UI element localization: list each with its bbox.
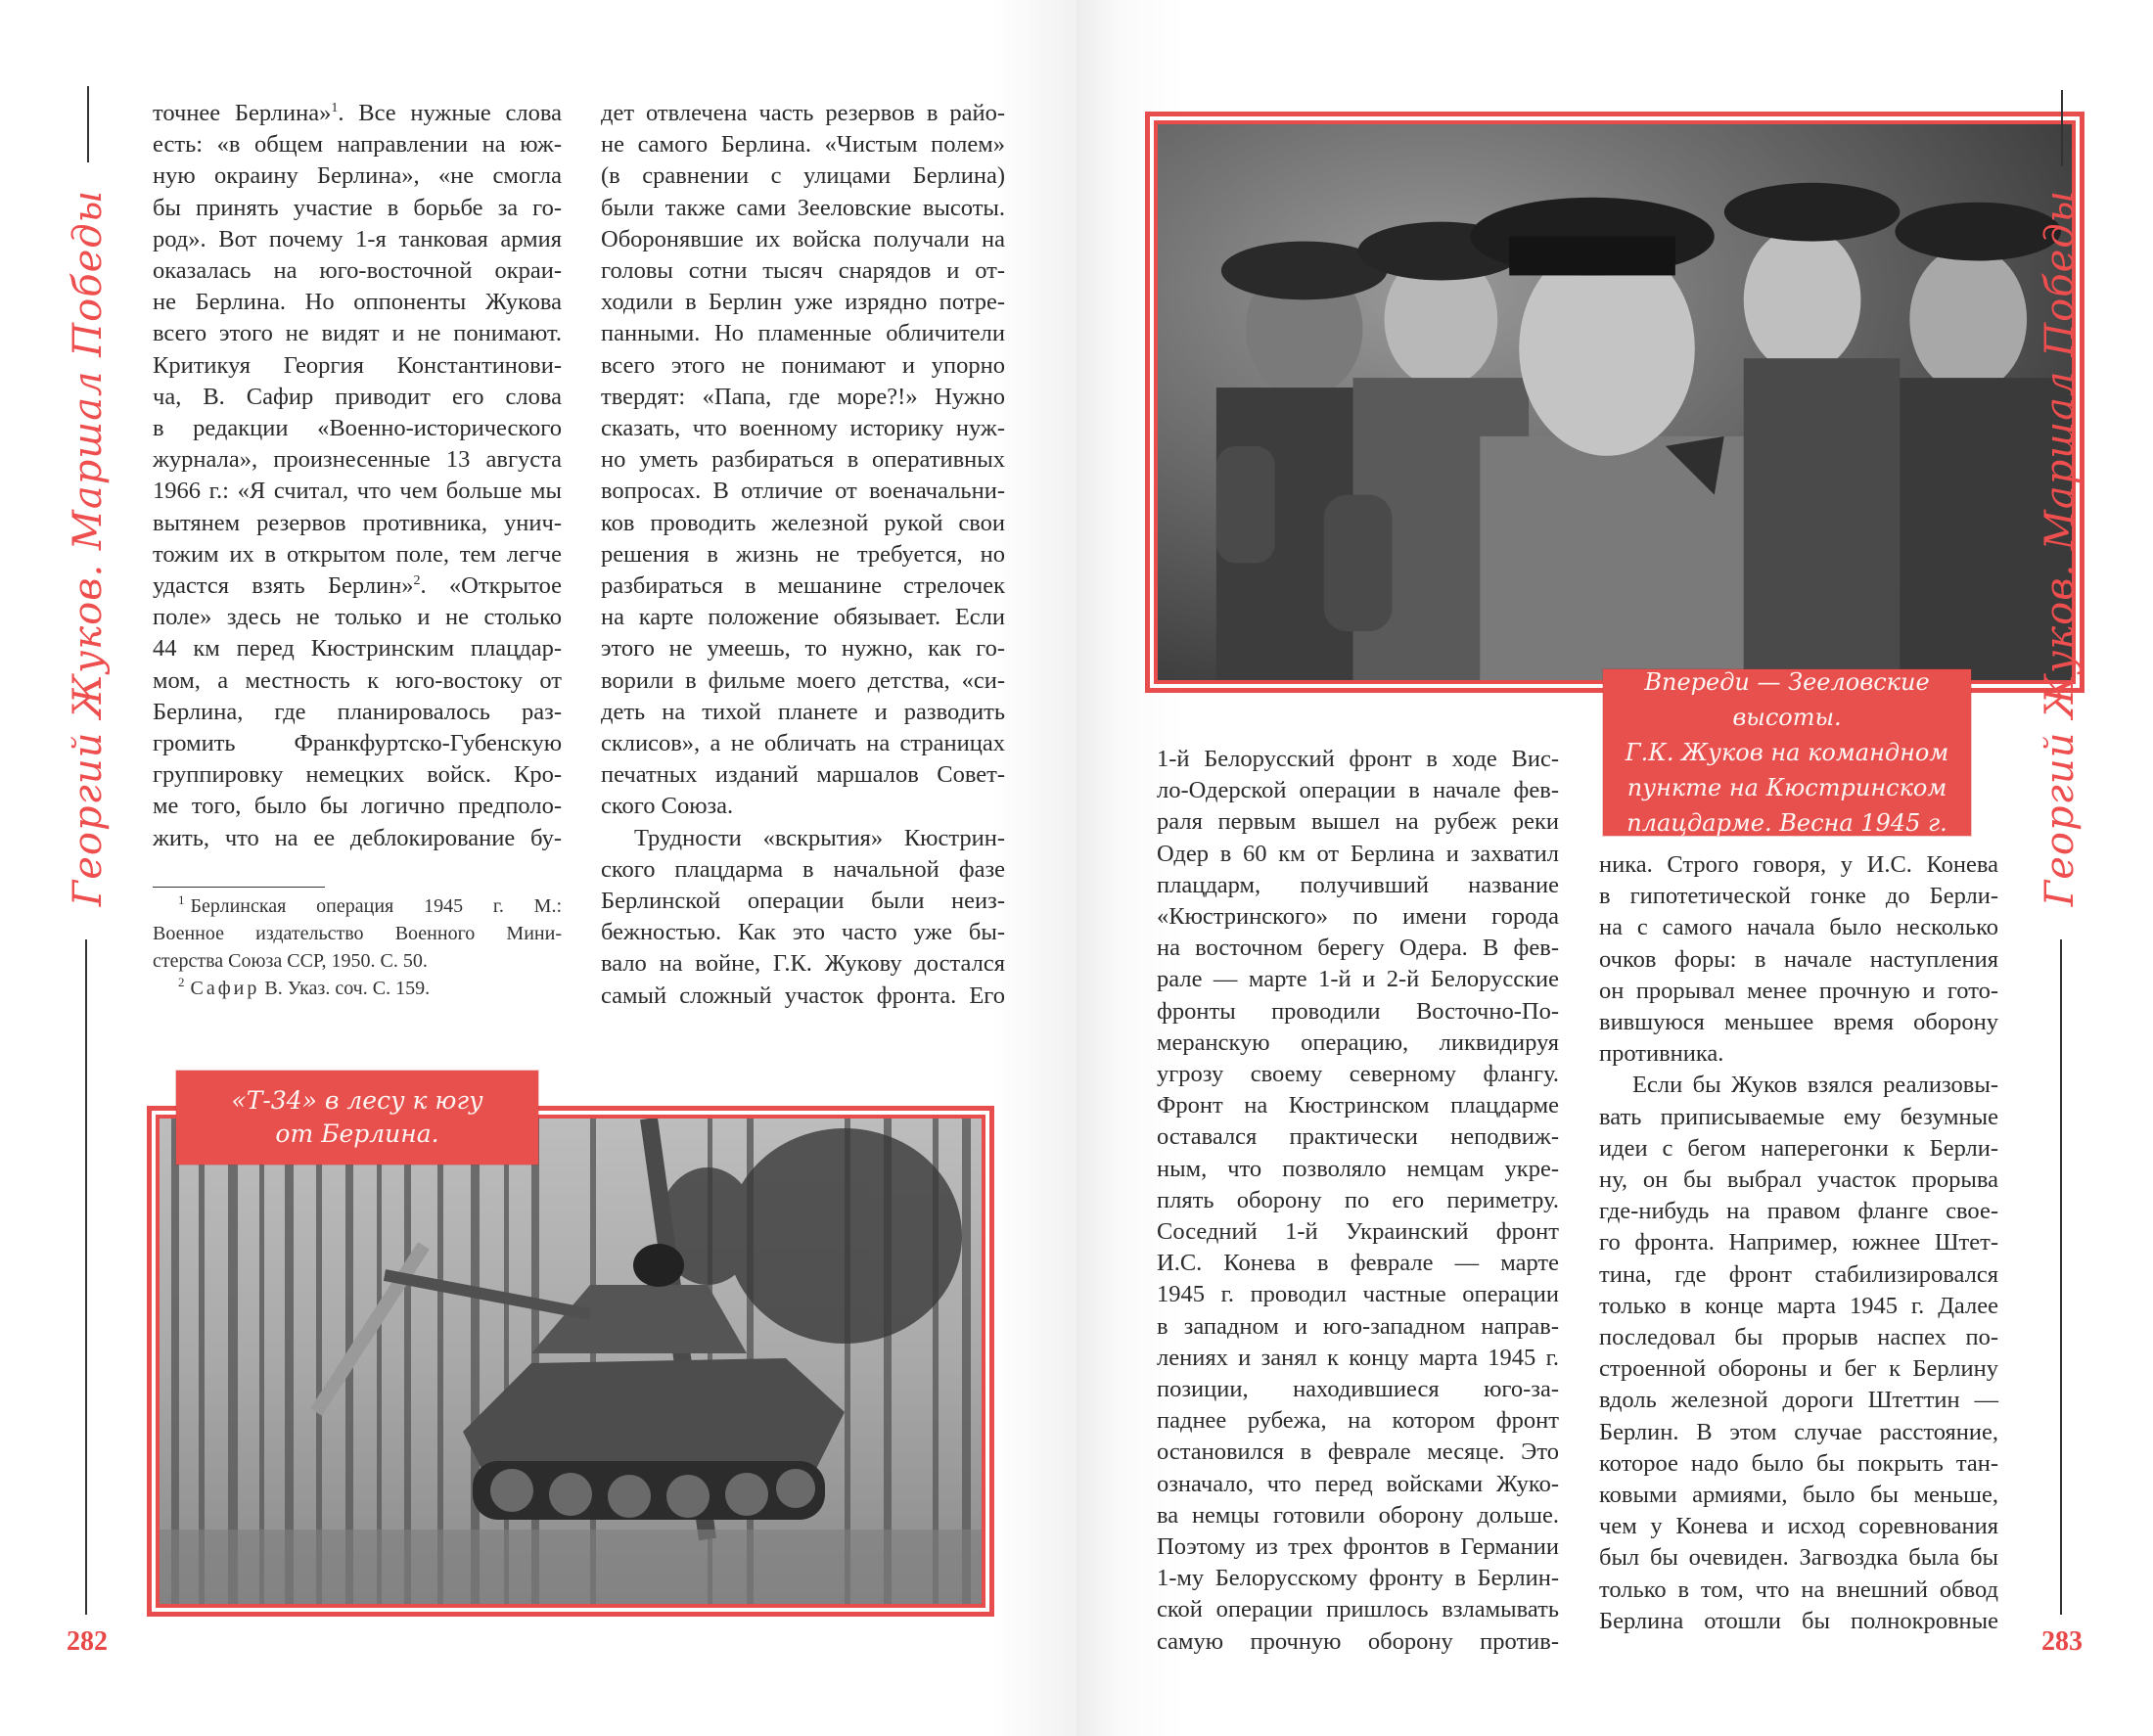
text-line: ской операции пришлось взламывать	[1157, 1596, 1559, 1623]
paragraph	[1157, 744, 1559, 1658]
text-line: только в том, что на внешний обвод	[1599, 1576, 1998, 1603]
tank-photo	[160, 1119, 982, 1604]
paragraph	[1599, 849, 1998, 1070]
text-line: меранскую операцию, ликвидируя	[1157, 1028, 1559, 1056]
paragraph	[1599, 1070, 1998, 1637]
paragraph	[601, 98, 1005, 823]
text-line: Фронт на Кюстринском плацдарме	[1157, 1092, 1559, 1119]
running-header-rule	[2061, 90, 2063, 166]
text-line: Берлинской операции были неиз-	[601, 888, 1005, 915]
text-line: был бы очевиден. Загвоздка была бы	[1599, 1544, 1998, 1572]
text-line: деть на тихой планете и разводить	[601, 698, 1005, 725]
text-line: поле» здесь не только и не столько	[153, 604, 562, 631]
text-line: раля первым вышел на рубеж реки	[1157, 808, 1559, 836]
text-line: ва немцы готовили оборону дольше.	[1157, 1501, 1559, 1529]
running-header-left	[59, 157, 117, 939]
footnotes	[153, 892, 562, 1002]
text-line: удастся взять Берлин»$^2$. «Открытое	[153, 572, 562, 600]
right-column-1	[1157, 744, 1559, 1658]
footnote-line: Военное издательство Военного Мини-	[153, 923, 562, 944]
footnote-text: В. Указ. соч. С. 159.	[259, 978, 431, 999]
left-column-1	[153, 98, 562, 854]
text-line: 1966 г.: «Я считал, что чем больше мы	[153, 478, 562, 505]
text-line: Если бы Жуков взялся реализовы-	[1632, 1072, 1998, 1099]
text-line: бы принять участие в борьбе за го-	[153, 194, 562, 221]
text-line: Берлина отошли бы полнокровные	[1599, 1607, 1998, 1634]
text-line: не самого Берлина. «Чистым полем»	[601, 131, 1005, 159]
text-line: ского Союза.	[601, 793, 734, 820]
text-line: ков проводить железной рукой свои	[601, 509, 1005, 536]
text-line: громить Франкфуртско-Губенскую	[153, 730, 562, 757]
text-line: жить, что на ее деблокирование бу-	[153, 824, 562, 851]
footnote-ref: 2	[413, 572, 421, 588]
text-line: вытянем резервов противника, унич-	[153, 509, 562, 536]
text-line: Поэтому из трех фронтов в Германии	[1157, 1533, 1559, 1561]
text-line: оказалась на юго-восточной окраи-	[153, 257, 562, 285]
text-line: строенной обороны и бег к Берлину	[1599, 1355, 1998, 1383]
text-line: дет отвлечена часть резервов в райо-	[601, 100, 1005, 126]
text-line: на карте положение обязывает. Если	[601, 604, 1005, 631]
text-line: ну, он бы выбрал участок прорыва	[1599, 1166, 1998, 1194]
caption-line: плацдарме. Весна 1945 г.	[1626, 809, 1947, 837]
text-line: этого не умеешь, то нужно, как го-	[601, 635, 1005, 662]
text-line: ворили в фильме моего детства, «си-	[601, 666, 1005, 694]
text-line: остановился в феврале месяце. Это	[1157, 1439, 1559, 1466]
text-line: решения в жизнь не требуется, но	[601, 540, 1005, 568]
text-line: последовал бы прорыв наспех по-	[1599, 1324, 1998, 1351]
text-line: (в сравнении с улицами Берлина)	[601, 162, 1005, 190]
text-line: всего этого не видят и не понимают.	[153, 320, 562, 347]
page-number: 282	[67, 1626, 108, 1657]
text-line: тина, где фронт стабилизировался	[1599, 1260, 1998, 1288]
text-line: Трудности «вскрытия» Кюстрин-	[634, 824, 1005, 851]
text-line: чем у Конева и исход соревнования	[1599, 1513, 1998, 1540]
text-line: Оборонявшие их войска получали на	[601, 225, 1005, 252]
text-line: в гипотетической гонке до Берли-	[1599, 883, 1998, 910]
footnote-rule	[153, 887, 325, 888]
text-line: Соседний 1-й Украинский фронт	[1157, 1218, 1559, 1246]
text-line: Одер в 60 км от Берлина и захватил	[1157, 840, 1559, 867]
text-line: 1-й Белорусский фронт в ходе Вис-	[1157, 746, 1559, 772]
text-line: в западном и юго-западном направ-	[1157, 1312, 1559, 1340]
text-line: склисов», а не обличать на страницах	[601, 730, 1005, 757]
footnote-author: Сафир	[190, 978, 260, 999]
text-line: позиции, находившиеся юго-за-	[1157, 1376, 1559, 1403]
text-line: журнала», произнесенные 13 августа	[153, 446, 562, 474]
footnote-2	[153, 975, 562, 1002]
text-line: головы сотни тысяч снарядов и от-	[601, 257, 1005, 285]
text-line: го фронта. Например, южнее Штет-	[1599, 1229, 1998, 1256]
text-line: 44 км перед Кюстринским плацдар-	[153, 635, 562, 662]
text-line: ча, В. Сафир приводит его слова	[153, 383, 562, 410]
text-line: 1-му Белорусскому фронту в Берлин-	[1157, 1565, 1559, 1592]
running-header-text: Георгий Жуков. Маршал Победы	[2038, 189, 2083, 907]
text-line: всего этого не понимают и упорно	[601, 351, 1005, 379]
text-line: оставался практически неподвиж-	[1157, 1123, 1559, 1151]
running-header-text: Георгий Жуков. Маршал Победы	[66, 189, 111, 907]
text-line: Берлина, где планировалось раз-	[153, 698, 562, 725]
text-line: вдоль железной дороги Штеттин —	[1599, 1387, 1998, 1414]
text-line: печатных изданий маршалов Совет-	[601, 761, 1005, 789]
text-line: панными. Но пламенные обличители	[601, 320, 1005, 347]
photo-frame-tank	[147, 1106, 994, 1617]
photo-frame-zhukov	[1145, 112, 2084, 693]
text-line: в редакции «Военно-исторического	[153, 415, 562, 442]
text-line: вившуюся меньшее время оборону	[1599, 1009, 1998, 1036]
forest-floor	[160, 1530, 982, 1604]
running-header-rule-bottom	[2060, 939, 2062, 1615]
running-header-rule	[87, 86, 89, 162]
caption-line: Г.К. Жуков на командном	[1625, 739, 1949, 766]
text-line: Критикуя Георгия Константинови-	[153, 351, 562, 379]
text-line: мом, а местность к юго-востоку от	[153, 666, 562, 694]
text-line: 1945 г. проводил частные операции	[1157, 1281, 1559, 1308]
left-page	[0, 0, 1076, 1736]
text-line: вало на войне, Г.К. Жукову достался	[601, 950, 1005, 978]
page-number: 283	[2041, 1626, 2083, 1657]
text-line: Берлин. В этом случае расстояние,	[1599, 1418, 1998, 1445]
text-line: ным, что позволяло немцам укре-	[1157, 1155, 1559, 1182]
caption-tank	[176, 1071, 538, 1165]
right-page	[1076, 0, 2153, 1736]
paragraph	[601, 823, 1005, 1012]
footnote-1	[153, 892, 562, 975]
text-line: «Кюстринского» по имени города	[1157, 903, 1559, 931]
text-line: самый сложный участок фронта. Его	[601, 982, 1005, 1009]
text-line: но уметь разбираться в оперативных	[601, 446, 1005, 474]
text-line: бежностью. Как это часто уже бы-	[601, 919, 1005, 946]
text-line: ную окраину Берлина», «не смогла	[153, 162, 562, 190]
text-line: ло-Одерской операции в начале фев-	[1157, 777, 1559, 804]
text-line: точнее Берлина»$^1$. Все нужные слова	[153, 100, 562, 126]
footnote-ref: 1	[331, 100, 339, 115]
running-header-right	[2031, 157, 2089, 939]
text-line: были также сами Зееловские высоты.	[601, 194, 1005, 221]
caption-line: пункте на Кюстринском	[1626, 774, 1947, 801]
text-line: на с самого начала было несколько	[1599, 914, 1998, 941]
text-line: группировку немецких войск. Кро-	[153, 761, 562, 789]
left-column-2	[601, 98, 1005, 1012]
footnote-line: стерства Союза ССР, 1950. С. 50.	[153, 950, 428, 972]
text-line: плять оборону по его периметру.	[1157, 1186, 1559, 1213]
text-line: на восточном берегу Одера. В фев-	[1157, 935, 1559, 962]
text-line: паднее рубежа, на котором фронт	[1157, 1407, 1559, 1435]
text-line: И.С. Конева в феврале — марте	[1157, 1250, 1559, 1277]
text-line: ходили в Берлин уже изрядно потре-	[601, 289, 1005, 316]
text-line: означало, что перед войсками Жуко-	[1157, 1470, 1559, 1497]
text-line: ского плацдарма в начальной фазе	[601, 855, 1005, 883]
text-line: не Берлина. Но оппоненты Жукова	[153, 289, 562, 316]
text-line: он прорывал менее прочную и гото-	[1599, 977, 1998, 1004]
text-line: сказать, что военному историку нуж-	[601, 415, 1005, 442]
text-line: плацдарм, получивший название	[1157, 871, 1559, 898]
text-line: есть: «в общем направлении на юж-	[153, 131, 562, 159]
text-line: ме того, было бы логично предполо-	[153, 793, 562, 820]
zhukov-photo	[1158, 124, 2072, 680]
running-header-rule-bottom	[85, 939, 87, 1615]
text-line: которое надо было бы покрыть тан-	[1599, 1449, 1998, 1477]
text-line: ковыми армиями, было бы меньше,	[1599, 1482, 1998, 1509]
text-line: рале — марте 1-й и 2-й Белорусские	[1157, 966, 1559, 993]
footnote-mark: 1	[178, 892, 185, 908]
text-line: очков форы: в начале наступления	[1599, 945, 1998, 973]
footnote-mark: 2	[178, 975, 185, 990]
text-line: твердят: «Папа, где море?!» Нужно	[601, 383, 1005, 410]
text-line: тожим их в открытом поле, тем легче	[153, 540, 562, 568]
text-line: ника. Строго говоря, у И.С. Конева	[1599, 851, 1998, 878]
text-line: где-нибудь на правом фланге свое-	[1599, 1198, 1998, 1225]
caption-zhukov	[1603, 669, 1971, 836]
footnote-line: $^1$ Берлинская операция 1945 г. М.:	[178, 892, 562, 917]
caption-line: «Т-34» в лесу к югу	[231, 1086, 483, 1115]
right-column-2	[1599, 849, 1998, 1637]
caption-line: от Берлина.	[275, 1119, 439, 1148]
text-line: род». Вот почему 1-я танковая армия	[153, 225, 562, 252]
text-line: только в конце марта 1945 г. Далее	[1599, 1292, 1998, 1319]
text-line: вопросах. В отличие от военачальни-	[601, 478, 1005, 505]
text-line: самую прочную оборону против-	[1157, 1627, 1559, 1655]
paragraph	[153, 98, 562, 854]
text-line: разбираться в мешанине стрелочек	[601, 572, 1005, 600]
text-line: лениях и занял к концу марта 1945 г.	[1157, 1344, 1559, 1371]
caption-line: Впереди — Зееловские высоты.	[1644, 668, 1930, 731]
text-line: угрозу своему северному флангу.	[1157, 1061, 1559, 1088]
text-line: фронты проводили Восточно-По-	[1157, 997, 1559, 1025]
text-line: вать приписываемые ему безумные	[1599, 1103, 1998, 1130]
text-line: противника.	[1599, 1040, 1724, 1068]
text-line: идеи с бегом наперегонки к Берли-	[1599, 1134, 1998, 1162]
